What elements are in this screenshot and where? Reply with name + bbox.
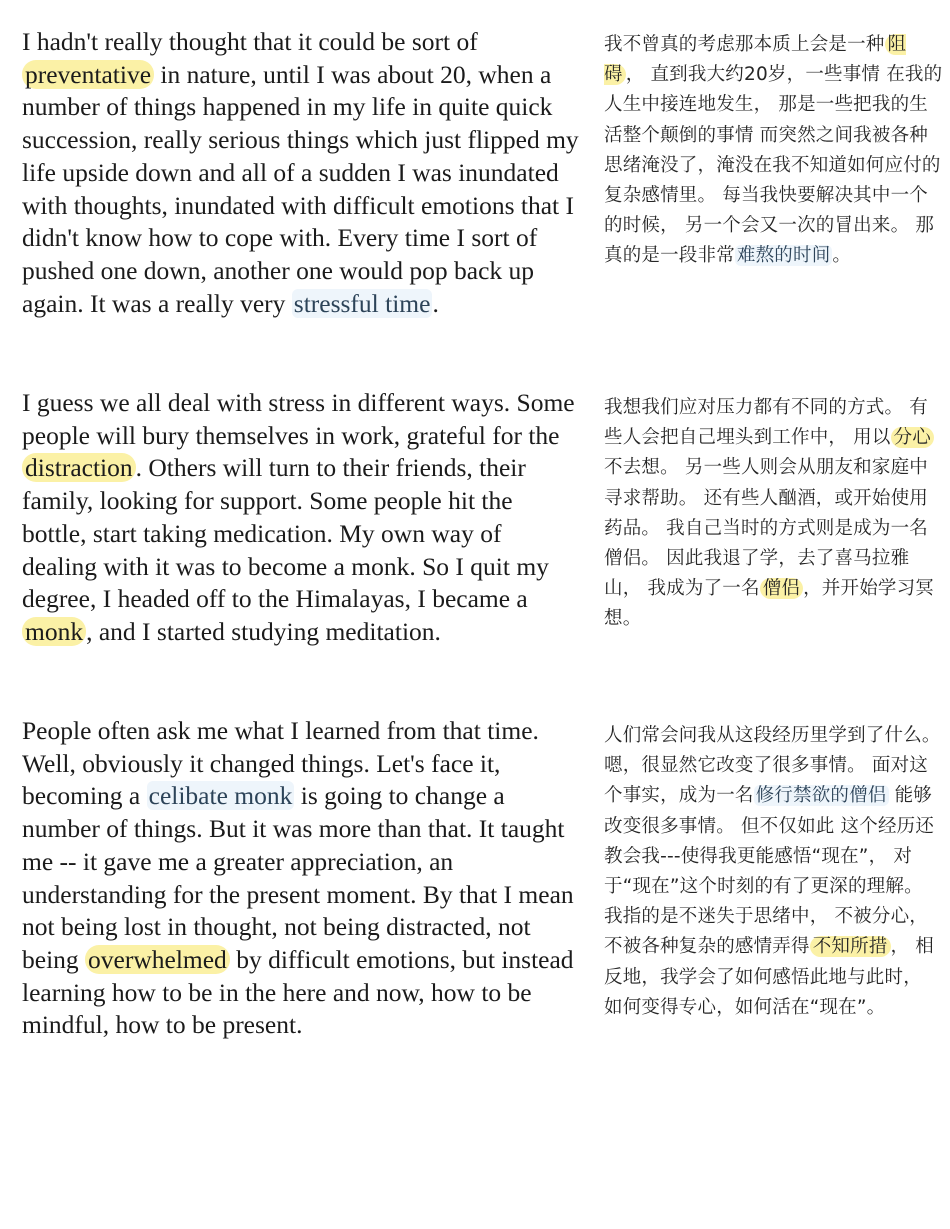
english-paragraph-1 — [22, 26, 582, 320]
highlighted-term: 不知所措 — [810, 936, 891, 957]
chinese-paragraph-1 — [604, 30, 944, 272]
text: . — [432, 288, 439, 318]
chinese-paragraph-2 — [604, 393, 944, 635]
text: 能够改变很多事情。 但不仅如此 这个经历还教会我---使得我更能感悟“现在”， 对于“现在”这个时刻的有了更深的理解。 我指的是不迷失于思绪中， 不被分心，不被各种复杂的感情弄得 — [604, 785, 935, 958]
text: 我想我们应对压力都有不同的方式。 有些人会把自己埋头到工作中， 用以 — [604, 397, 928, 449]
text: in nature, until I was about 20, when a number of things happened in my life in quite quick succession, really serious things which just flipped my life upside down and all of a sudden I was inundated with thoughts, inundated with difficult emotions that I didn't know how to cope with. Every time I sort of pushed one down, another one would pop back up again. It was a really very — [22, 59, 579, 318]
highlighted-term: 僧侣 — [760, 578, 803, 599]
text: I guess we all deal with stress in different ways. Some people will bury themselves in work, grateful for the — [22, 388, 575, 450]
highlighted-term: preventative — [22, 60, 154, 89]
text: , and I started studying meditation. — [86, 616, 441, 646]
text: ， 相反地，我学会了如何感悟此地与此时， 如何变得专心，如何活在“现在”。 — [604, 936, 934, 1018]
chinese-paragraph-3 — [604, 721, 944, 1023]
text: 。 — [832, 245, 852, 267]
english-paragraph-3 — [22, 715, 582, 1042]
text: 我不曾真的考虑那本质上会是一种 — [604, 34, 885, 55]
english-paragraph-2 — [22, 387, 582, 649]
highlighted-term: 难熬的时间 — [736, 245, 831, 267]
text: 不去想。 另一些人则会从朋友和家庭中寻求帮助。 还有些人酗酒，或开始使用药品。 我自己当时的方式则是成为一名僧侣。 因此我退了学，去了喜马拉雅山， 我成为了一名 — [604, 457, 928, 600]
highlighted-term: overwhelmed — [85, 945, 230, 974]
text: is going to change a number of things. But it was more than that. It taught me -- it gave me a greater appreciation, an understanding for the present moment. By that I mean not being lost in thought, not being distracted, not being — [22, 781, 574, 974]
highlighted-term: 分心 — [891, 427, 934, 448]
highlighted-term: stressful time — [293, 288, 431, 318]
text: People often ask me what I learned from that time. Well, obviously it changed things. Let's face it, becoming a — [22, 716, 539, 811]
text: ， 直到我大约20岁，一些事情 在我的人生中接连地发生， 那是一些把我的生活整个颠倒的事情 而突然之间我被各种思绪淹没了，淹没在我不知道如何应付的复杂感情里。 每当我快要解决其中一个的时候， 另一个会又一次的冒出来。 那真的是一段非常 — [604, 64, 943, 267]
highlighted-term: celibate monk — [148, 781, 293, 811]
text: I hadn't really thought that it could be sort of — [22, 27, 478, 56]
highlighted-term: distraction — [22, 453, 136, 482]
highlighted-term: 修行禁欲的僧侣 — [755, 785, 887, 807]
text: by difficult emotions, but instead learning how to be in the here and now, how to be mindful, how to be present. — [22, 944, 574, 1040]
highlighted-term: 阻碍 — [604, 34, 907, 86]
highlighted-term: monk — [22, 617, 86, 646]
text: 人们常会问我从这段经历里学到了什么。 嗯，很显然它改变了很多事情。 面对这个事实，成为一名 — [604, 725, 941, 807]
text: ，并开始学习冥想。 — [604, 578, 934, 630]
text: . Others will turn to their friends, their family, looking for support. Some people hit the bottle, start taking medication. My own way of dealing with it was to become a monk. So I quit my degree, I headed off to the Himalayas, I became a — [22, 453, 549, 614]
